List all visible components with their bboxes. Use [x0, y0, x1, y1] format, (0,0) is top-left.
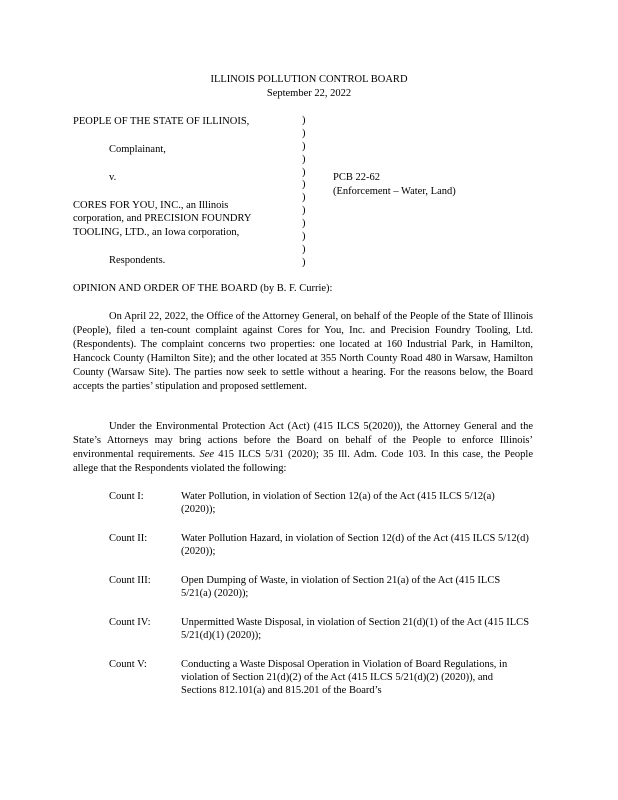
- caption-paren: ): [302, 127, 306, 139]
- caption-paren: ): [302, 231, 306, 243]
- versus-label: v.: [109, 172, 117, 183]
- opinion-heading: OPINION AND ORDER OF THE BOARD (by B. F. Currie):: [73, 283, 333, 294]
- count-text: Water Pollution Hazard, in violation of Section 12(d) of the Act (415 ILCS 5/12(d) (2020));: [181, 533, 529, 558]
- caption-paren: ): [302, 205, 306, 217]
- defendant-line-2: corporation, and PRECISION FOUNDRY: [73, 213, 252, 224]
- paragraph-intro: [73, 310, 533, 395]
- respondents-label: Respondents.: [109, 255, 166, 266]
- paragraph-intro-text: On April 22, 2022, the Office of the Attorney General, on behalf of the People of the State of Illinois (People), filed a ten-count complaint against Cores for You, Inc. and Precision Foundry Tooling, Ltd. (Respondents). The complaint concerns two properties: one located at 160 Industrial Park, in Hamilton, Hancock County (Hamilton Site); and the other located at 355 North County Road 480 in Warsaw, Hamilton County (Warsaw Site). The parties now seek to settle without a hearing. For the reasons below, the Board accepts the parties’ stipulation and proposed settlement.: [73, 311, 533, 393]
- caption-paren: ): [302, 192, 306, 204]
- case-number: PCB 22-62: [333, 172, 380, 183]
- caption-paren: ): [302, 256, 306, 268]
- defendant-line-3: TOOLING, LTD., an Iowa corporation,: [73, 227, 240, 238]
- opinion-date: September 22, 2022: [266, 88, 352, 99]
- paragraph-authority: [73, 420, 533, 476]
- case-type: (Enforcement – Water, Land): [333, 186, 456, 197]
- caption-paren: ): [302, 153, 306, 165]
- complainant-label: Complainant,: [109, 144, 166, 155]
- caption-divider: [302, 115, 310, 270]
- caption-paren: ): [302, 166, 306, 178]
- board-title: ILLINOIS POLLUTION CONTROL BOARD: [210, 74, 408, 85]
- count-label: Count I:: [109, 491, 144, 502]
- caption-paren: ): [302, 243, 306, 255]
- count-text: Water Pollution, in violation of Section 12(a) of the Act (415 ILCS 5/12(a) (2020));: [181, 491, 495, 516]
- count-text: Conducting a Waste Disposal Operation in Violation of Board Regulations, in violation of Section 21(d)(2) of the Act (415 ILCS 5/21(d)(2) (2020)), and Sections 812.101(a) and 815.201 of the Board’s: [181, 659, 508, 697]
- paragraph-authority-text-2: 415 ILCS 5/31 (2020); 35 Ill. Adm. Code 103. In this case, the People allege that the Respondents violated the following:: [73, 449, 534, 475]
- caption-paren: ): [302, 140, 306, 152]
- caption-paren: ): [302, 179, 306, 191]
- count-label: Count III:: [109, 575, 151, 586]
- plaintiff-name: PEOPLE OF THE STATE OF ILLINOIS,: [73, 116, 250, 127]
- count-label: Count II:: [109, 533, 148, 544]
- count-text: Open Dumping of Waste, in violation of Section 21(a) of the Act (415 ILCS 5/21(a) (2020));: [181, 575, 501, 600]
- caption-paren: ): [302, 115, 306, 126]
- defendant-line-1: CORES FOR YOU, INC., an Illinois: [73, 200, 229, 211]
- caption-paren: ): [302, 218, 306, 230]
- count-text: Unpermitted Waste Disposal, in violation of Section 21(d)(1) of the Act (415 ILCS 5/21(d)(1) (2020));: [181, 617, 530, 642]
- paragraph-authority-text-1: Under the Environmental Protection Act (Act) (415 ILCS 5(2020)), the Attorney General and the State’s Attorneys may bring actions before the Board on behalf of the People to enforce Illinois’ environmental requirements.: [73, 421, 533, 461]
- count-label: Count V:: [109, 659, 147, 670]
- count-label: Count IV:: [109, 617, 151, 628]
- see-signal: See: [199, 449, 215, 461]
